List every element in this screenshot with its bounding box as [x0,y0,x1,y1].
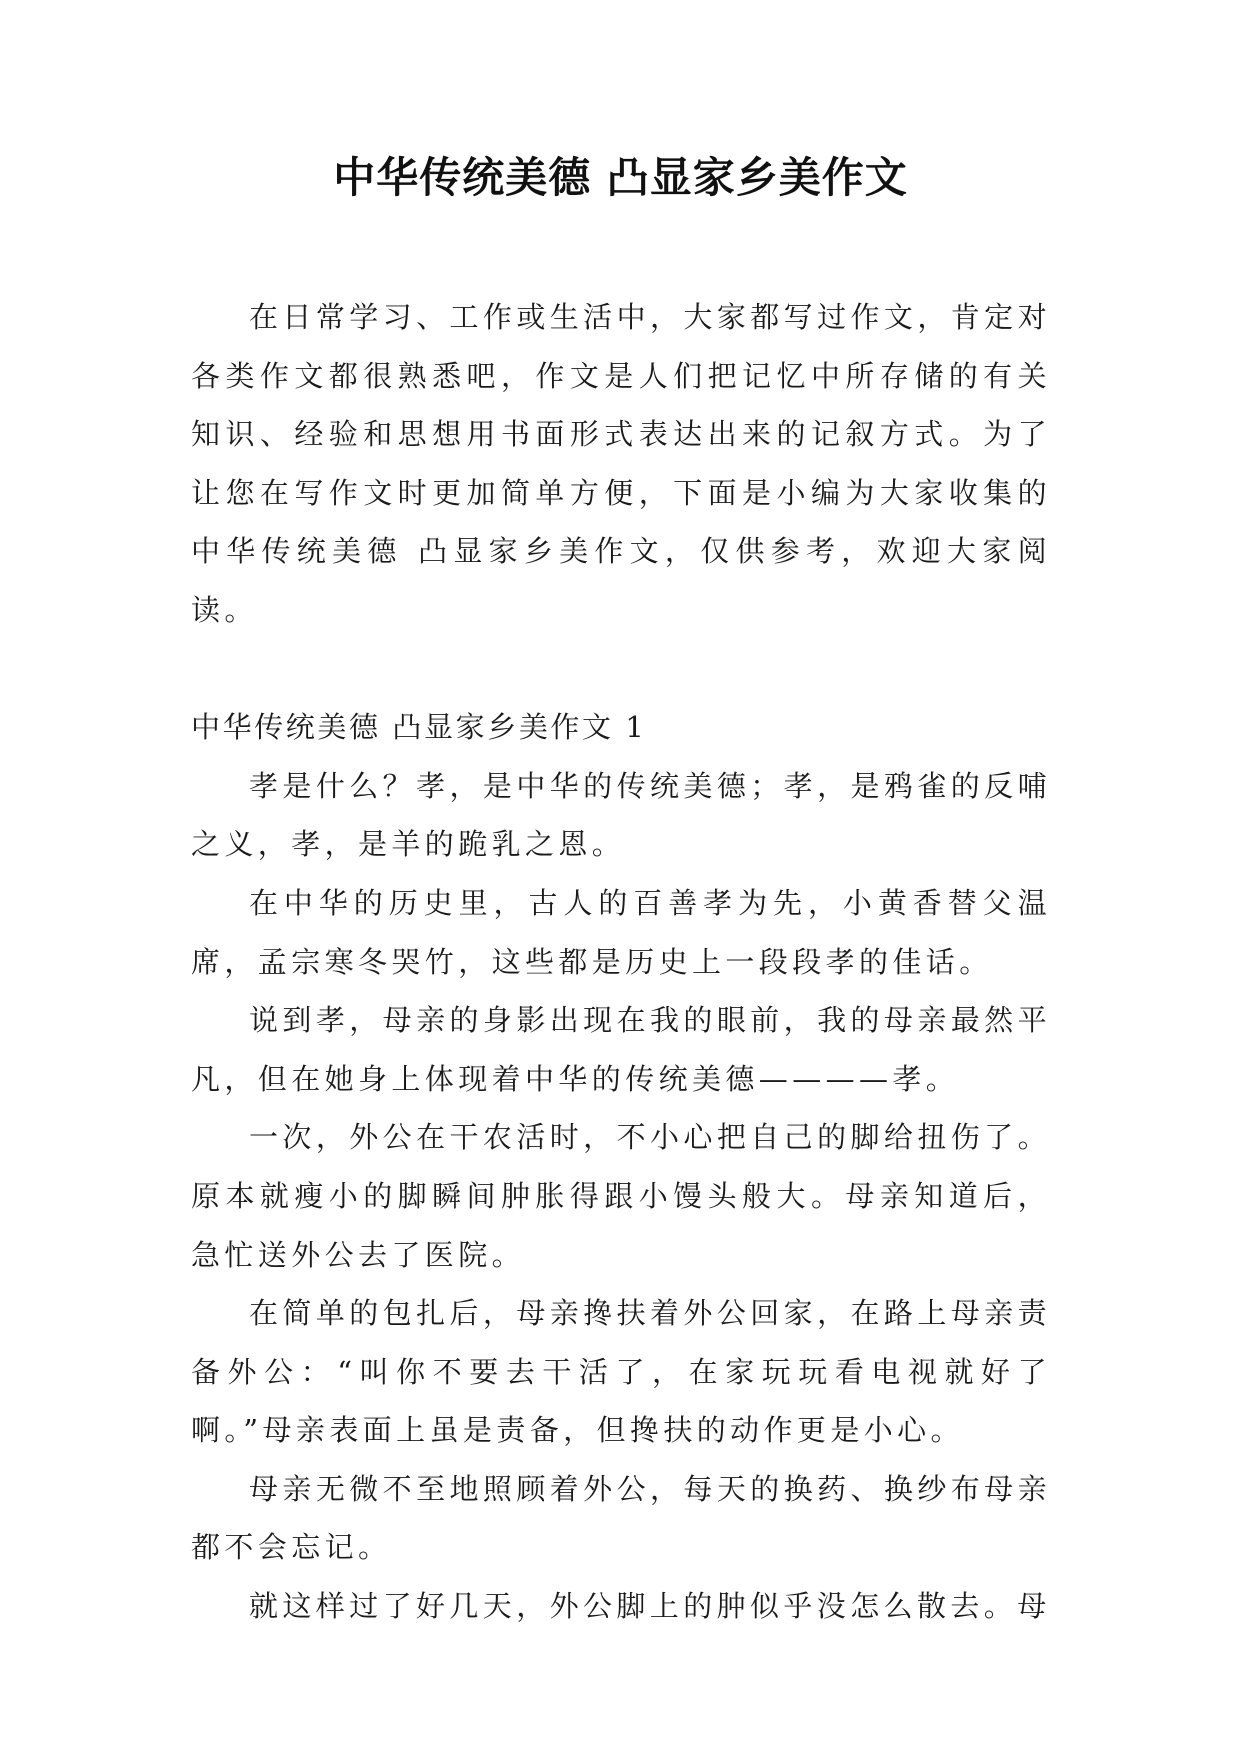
section-heading: 中华传统美德 凸显家乡美作文 1 [191,710,647,745]
body-paragraph-1: 孝是什么？孝，是中华的传统美德；孝，是鸦雀的反哺之义，孝，是羊的跪乳之恩。 [191,768,1051,862]
body-paragraph-3: 说到孝，母亲的身影出现在我的眼前，我的母亲最然平凡，但在她身上体现着中华的传统美德————孝。 [191,1003,1051,1096]
body-paragraph-5: 在简单的包扎后，母亲搀扶着外公回家，在路上母亲责备外公：“叫你不要去干活了，在家玩玩看电视就好了啊。”母亲表面上虽是责备，但搀扶的动作更是小心。 [191,1296,1051,1448]
body-paragraph-7: 就这样过了好几天，外公脚上的肿似乎没怎么散去。母 [249,1589,1051,1624]
body-paragraph-2: 在中华的历史里，古人的百善孝为先，小黄香替父温席，孟宗寒冬哭竹，这些都是历史上一段段孝的佳话。 [191,885,1051,979]
document-title: 中华传统美德 凸显家乡美作文 [333,153,908,202]
paragraph-gap [191,640,1051,699]
document-body [191,288,1051,1636]
intro-paragraph: 在日常学习、工作或生活中，大家都写过作文，肯定对各类作文都很熟悉吧，作文是人们把记忆中所存储的有关知识、经验和思想用书面形式表达出来的记叙方式。为了让您在写作文时更加简单方便，下面是小编为大家收集的中华传统美德 凸显家乡美作文，仅供参考，欢迎大家阅读。 [191,300,1051,627]
body-paragraph-4: 一次，外公在干农活时，不小心把自己的脚给扭伤了。原本就瘦小的脚瞬间肿胀得跟小馒头般大。母亲知道后，急忙送外公去了医院。 [191,1120,1051,1272]
body-paragraph-6: 母亲无微不至地照顾着外公，每天的换药、换纱布母亲都不会忘记。 [191,1471,1051,1565]
